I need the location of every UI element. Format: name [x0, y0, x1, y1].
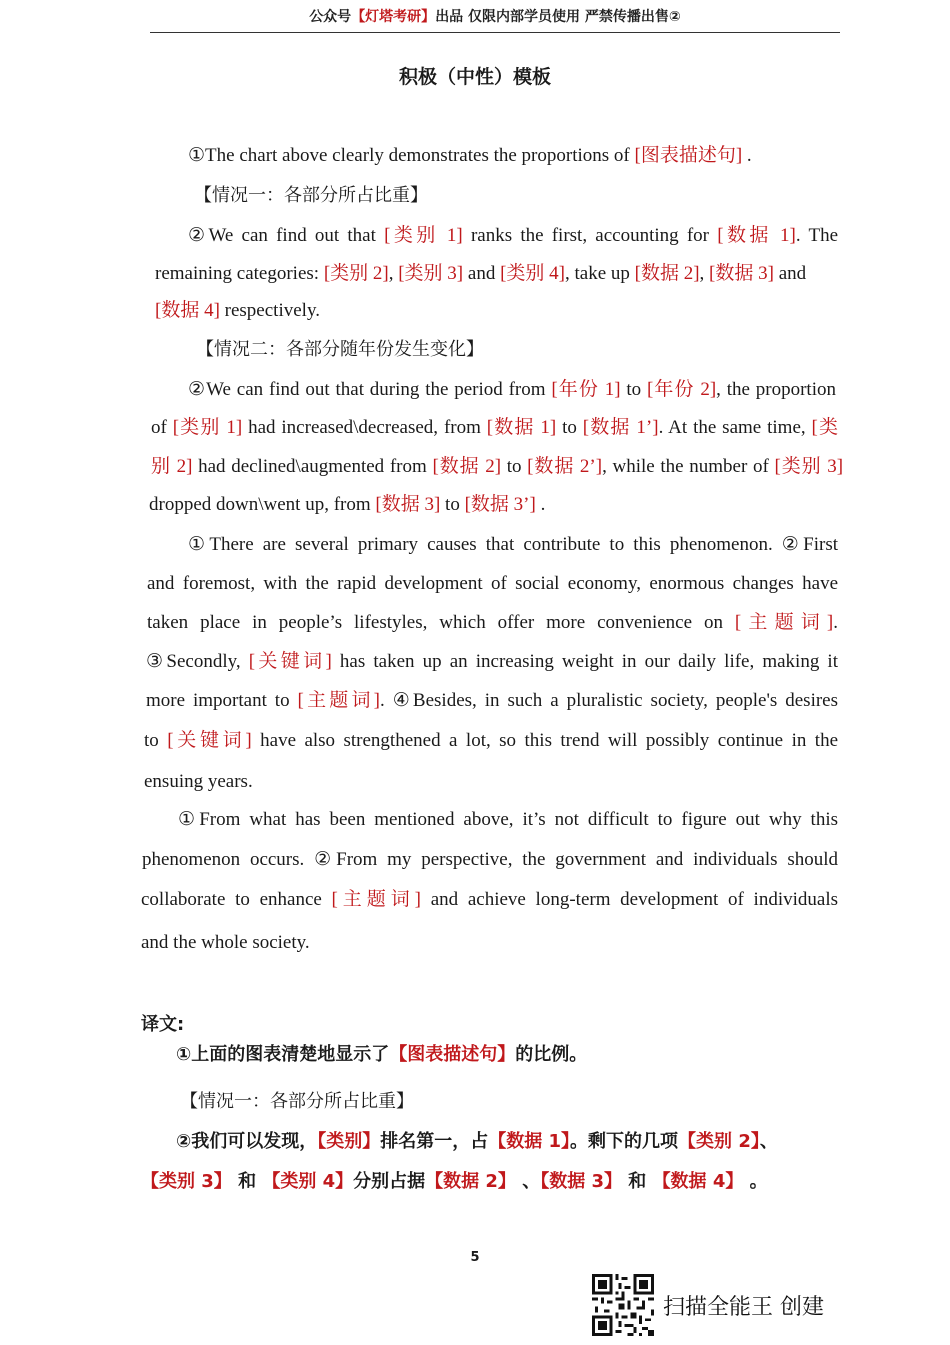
- placeholder-tag: [类别 3]: [774, 456, 844, 477]
- page-title: 积极（中性）模板: [398, 66, 551, 88]
- translation-case-one: 【情况一：各部分所占比重】: [180, 1091, 414, 1112]
- translation-line3: [141, 1170, 768, 1194]
- paragraph-conclusion-line4: and the whole society.: [141, 932, 310, 953]
- text-run: to: [556, 417, 583, 438]
- text-run: collaborate to enhance: [141, 889, 332, 910]
- placeholder-tag: [数据 1]: [486, 417, 557, 438]
- text-run: had increased\decreased, from: [242, 417, 487, 438]
- paragraph-case1-line2: [155, 262, 838, 286]
- placeholder-tag: [数据 2]: [432, 456, 502, 477]
- placeholder-tag: [年份 2]: [646, 379, 717, 400]
- paragraph-case2-line2: [151, 416, 838, 440]
- paragraph-conclusion-line2: phenomenon occurs. ②From my perspective, the government and individuals should: [142, 849, 838, 870]
- text-run: .: [833, 612, 839, 633]
- text-run: 。剩下的几项: [570, 1131, 679, 1152]
- placeholder-tag: [类别 3]: [398, 263, 464, 284]
- text-run: respectively.: [219, 300, 320, 321]
- placeholder-tag: [图表描述句]: [634, 145, 743, 166]
- placeholder-tag: [数据 3]: [375, 494, 441, 515]
- text-run: ranks the first, accounting for: [462, 225, 718, 246]
- placeholder-tag: [主题词]: [297, 690, 380, 711]
- paragraph-causes-line1: ①There are several primary causes that contribute to this phenomenon. ②First: [188, 534, 838, 555]
- case-two-heading: 【情况二：各部分随年份发生变化】: [196, 339, 484, 360]
- placeholder-tag: [关键词]: [167, 730, 252, 751]
- text-run: , take up: [564, 263, 635, 284]
- page-header: [150, 6, 840, 26]
- paragraph-causes-line3: [147, 611, 838, 635]
- text-run: ①The chart above clearly demonstrates the proportions of: [188, 145, 635, 166]
- paragraph-case2-line1: [188, 378, 836, 402]
- placeholder-tag: [数据 1’]: [582, 417, 659, 438]
- text-run: ②我们可以发现，: [176, 1131, 318, 1152]
- text-run: .: [742, 145, 752, 166]
- text-run: . At the same time,: [658, 417, 812, 438]
- placeholder-tag: [数据 4]: [155, 300, 220, 321]
- text-run: 。: [743, 1171, 768, 1192]
- header-post: 出品 仅限内部学员使用 严禁传播出售②: [435, 9, 681, 25]
- placeholder-tag: 【类别 2】: [678, 1131, 760, 1152]
- paragraph-causes-line2: and foremost, with the rapid development of social economy, enormous changes have: [147, 573, 838, 594]
- paragraph-causes-line7: ensuing years.: [144, 771, 253, 792]
- text-run: to: [440, 494, 465, 515]
- text-run: and achieve long-term development of individuals: [421, 889, 838, 910]
- page-number: 5: [470, 1250, 480, 1265]
- text-run: to: [501, 456, 528, 477]
- paragraph-intro: [188, 144, 752, 168]
- text-run: taken place in people’s lifestyles, which offer more convenience on: [147, 612, 735, 633]
- placeholder-tag: [数据 3’]: [464, 494, 536, 515]
- text-run: more important to: [146, 690, 298, 711]
- paragraph-case1-line1: [188, 224, 838, 248]
- text-run: . ④Besides, in such a pluralistic society, people's desires: [380, 690, 839, 711]
- paragraph-case2-line4: [149, 493, 545, 517]
- placeholder-tag: 【图表描述句】: [389, 1044, 516, 1065]
- text-run: 分别占据: [353, 1171, 426, 1192]
- header-pre: 公众号: [309, 9, 352, 25]
- qr-code-icon: [592, 1274, 654, 1336]
- placeholder-tag: [类别 2]: [323, 263, 389, 284]
- text-run: and: [463, 263, 501, 284]
- header-divider: [150, 32, 840, 33]
- text-run: ②We can find out that: [188, 225, 385, 246]
- text-run: remaining categories:: [155, 263, 324, 284]
- placeholder-tag: [主题词]: [734, 612, 834, 633]
- text-run: have also strengthened a lot, so this trend will possibly continue in the: [251, 730, 839, 751]
- scanner-watermark: 扫描全能王 创建: [663, 1295, 824, 1320]
- paragraph-case1-line3: [155, 299, 320, 323]
- text-run: .: [535, 494, 546, 515]
- text-run: ,: [388, 263, 399, 284]
- text-run: 和: [231, 1171, 263, 1192]
- text-run: to: [144, 730, 168, 751]
- placeholder-tag: [数据 3]: [709, 263, 774, 284]
- placeholder-tag: 别 2]: [151, 456, 193, 477]
- text-run: ②We can find out that during the period from: [188, 379, 552, 400]
- placeholder-tag: 【数据 3】: [540, 1171, 623, 1192]
- text-run: . The: [795, 225, 839, 246]
- paragraph-causes-line6: [144, 729, 838, 753]
- placeholder-tag: [关键词]: [248, 651, 332, 672]
- placeholder-tag: 【数据 1】: [488, 1131, 571, 1152]
- placeholder-tag: [主题词]: [331, 889, 421, 910]
- paragraph-conclusion-line3: [141, 888, 838, 912]
- placeholder-tag: 【数据 4】: [652, 1171, 744, 1192]
- text-run: 排名第一，占: [380, 1131, 489, 1152]
- text-run: ,: [699, 263, 710, 284]
- translation-label: 译文:: [141, 1014, 185, 1035]
- placeholder-tag: [年份 1]: [551, 379, 621, 400]
- text-run: has taken up an increasing weight in our daily life, making it: [331, 651, 838, 672]
- placeholder-tag: [类别 1]: [172, 417, 243, 438]
- placeholder-tag: [类别 1]: [384, 225, 463, 246]
- placeholder-tag: 【类别 3】: [141, 1171, 232, 1192]
- translation-line2: [176, 1130, 838, 1154]
- text-run: of: [151, 417, 173, 438]
- placeholder-tag: [类: [811, 417, 838, 438]
- text-run: 和: [622, 1171, 653, 1192]
- text-run: 的比例。: [515, 1044, 588, 1065]
- text-run: ③Secondly,: [146, 651, 249, 672]
- paragraph-case2-line3: [151, 455, 843, 479]
- case-one-heading: 【情况一：各部分所占比重】: [194, 185, 428, 206]
- placeholder-tag: 【数据 2】: [425, 1171, 516, 1192]
- placeholder-tag: [数据 2’]: [527, 456, 603, 477]
- text-run: , while the number of: [602, 456, 775, 477]
- text-run: ①上面的图表清楚地显示了: [176, 1044, 390, 1065]
- placeholder-tag: 【类别 4】: [262, 1171, 354, 1192]
- paragraph-causes-line5: [146, 689, 838, 713]
- paragraph-causes-line4: [146, 650, 838, 674]
- text-run: to: [620, 379, 647, 400]
- text-run: 、: [759, 1131, 778, 1152]
- translation-line1: [176, 1043, 587, 1067]
- text-run: and: [773, 263, 807, 284]
- header-brand: 【灯塔考研】: [351, 9, 436, 25]
- text-run: 、: [515, 1171, 541, 1192]
- placeholder-tag: [数据 2]: [634, 263, 700, 284]
- text-run: had declined\augmented from: [192, 456, 433, 477]
- text-run: dropped down\went up, from: [149, 494, 376, 515]
- paragraph-conclusion-line1: ①From what has been mentioned above, it’s not difficult to figure out why this: [178, 809, 838, 830]
- placeholder-tag: [类别 4]: [500, 263, 565, 284]
- placeholder-tag: [数据 1]: [717, 225, 796, 246]
- placeholder-tag: 【类别】: [317, 1131, 381, 1152]
- text-run: , the proportion: [716, 379, 836, 400]
